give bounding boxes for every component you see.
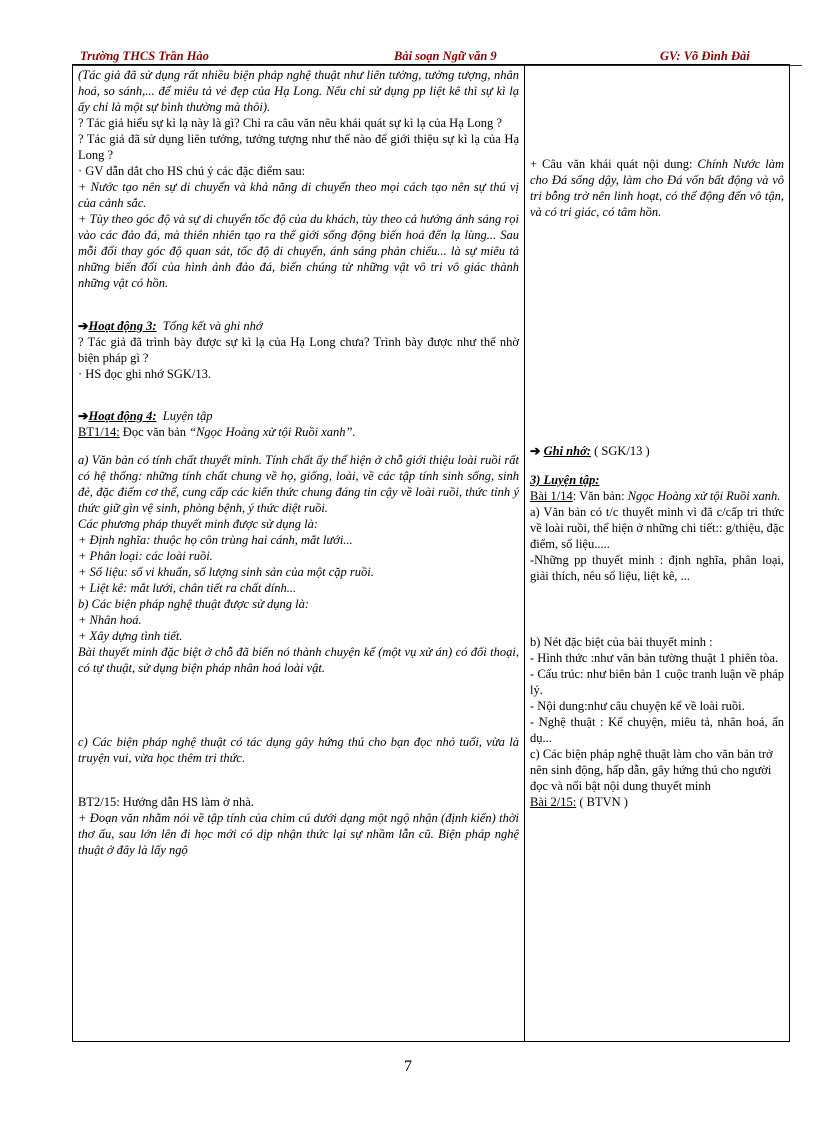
right-b-2: - Cấu trúc: như biên bản 1 cuộc tranh luận về pháp lý. [530,667,784,697]
bai1-label: Bài 1/14 [530,489,573,503]
method-1: + Định nghĩa: thuộc họ côn trùng hai cánh, mắt lưới... [78,533,353,547]
point-2: + Tùy theo góc độ và sự di chuyển tốc độ của du khách, tùy theo cả hướng ánh sáng rọi vào các đảo đá, mà thiên nhiên tạo ra thế giới sống động biến hoá đến lạ lùng... Sau mỗi đổi thay góc độ quan sát, tốc độ di chuyển, ánh sáng phản chiếu... là sự miêu tả những biến đổi của hình ảnh đảo đá, biến chúng từ những vật vô tri vô giác thành những vật có hồn. [78,212,519,290]
lesson-table [72,64,790,1042]
art-1: + Nhân hoá. [78,613,142,627]
summary-prefix: + Câu văn khái quát nội dung: [530,157,698,171]
exercise-1-right [530,488,784,504]
right-b-4: - Nghệ thuật : Kể chuyện, miêu tả, nhân hoá, ẩn dụ... [530,715,784,745]
art-2: + Xây dựng tình tiết. [78,629,183,643]
intro-paragraph: (Tác giả đã sử dụng rất nhiều biện pháp nghệ thuật như liên tưởng, tưởng tượng, nhân hoá, so sánh,... để miêu tả vẻ đẹp của Hạ Long. Nếu chỉ sử dụng pp liệt kê thì sự kì lạ ấy chỉ là một sự bình thường mà thôi). [78,68,519,114]
bai1-text: : Văn bản: [572,489,628,503]
method-2: + Phân loại: các loài ruồi. [78,549,213,563]
bai2-label: Bài 2/15: [530,795,577,809]
answer-c: c) Các biện pháp nghệ thuật có tác dụng gây hứng thú cho bạn đọc nhỏ tuổi, vừa là truyện vui, vừa học thêm tri thức. [78,735,519,765]
exercise-1-line [78,424,519,440]
page-number: 7 [404,1058,412,1075]
art-summary: Bài thuyết minh đặc biệt ở chỗ đã biến nó thành chuyện kể (một vụ xử án) có đối thoại, có tự thuật, sử dụng biện pháp nhân hoá loài vật. [78,645,519,675]
exercise-1-name: “Ngọc Hoàng xử tội Ruồi xanh”. [189,425,356,439]
gv-instruction: · GV dẫn dắt cho HS chú ý các đặc điểm sau: [78,164,306,178]
method-3: + Số liệu: số vi khuẩn, số lượng sinh sản của một cặp ruồi. [78,565,374,579]
answer-b: b) Các biện pháp nghệ thuật được sử dụng là: [78,597,310,611]
bai2-text: ( BTVN ) [576,795,628,809]
exercise-2-text: + Đoạn văn nhằm nói về tập tính của chim cú dưới dạng một ngộ nhận (định kiến) thời thơ ấu, sau lớn lên đi học mới có dịp nhận thức lại sự nhầm lẫn cũ. Biện pháp nghệ thuật ở đây là lấy ngộ [78,811,519,857]
point-1: + Nước tạo nên sự di chuyển và khả năng di chuyển theo mọi cách tạo nên sự thú vị của cảnh sắc. [78,180,519,210]
teacher-activities-column [73,65,525,1042]
activity-4-heading [78,408,519,424]
arrow-icon: ➔ [530,444,541,458]
arrow-icon: ➔ [78,409,89,423]
right-b-1: - Hình thức :như văn bản tường thuật 1 phiên tòa. [530,651,779,665]
right-answer-b: b) Nét đặc biệt của bài thuyết minh : [530,635,713,649]
activity-3-hs: · HS đọc ghi nhớ SGK/13. [78,367,212,381]
summary-quote: Chính Nước làm cho Đá sống dậy, làm cho Đá vốn bất động và vô tri bỗng trở nên linh hoạt, có thể động đến vô tận, và có tri giác, có tâm hồn. [530,157,784,219]
right-answer-c: c) Các biện pháp nghệ thuật làm cho văn bản trở nên sinh động, hấp dẫn, gây hứng thú cho người đọc và nổi bật nội dung thuyết minh [530,747,773,793]
activity-3-question: ? Tác giả đã trình bày được sự kì lạ của Hạ Long chưa? Trình bày được như thế nhờ biện pháp gì ? [78,335,519,365]
bai1-name: Ngọc Hoàng xử tội Ruồi xanh. [627,489,781,503]
answer-a: a) Văn bản có tính chất thuyết minh. Tính chất ấy thể hiện ở chỗ giới thiệu loài ruồi rất có hệ thống: những tính chất chung về họ, giống, loài, về các tập tính sinh sống, sinh đẻ, đặc điểm cơ thể, cung cấp các kiến thức chung đáng tin cậy về loài ruồi, thức tỉnh ý thức giữ gìn vệ sinh, phòng bệnh, ý thức diệt ruồi. [78,453,519,515]
right-methods: -Những pp thuyết minh : định nghĩa, phân loại, giải thích, nêu số liệu, liệt kê, ... [530,553,784,583]
activity-3-title: Hoạt động 3: [88,319,157,333]
summary-sentence [530,156,784,220]
question-1: ? Tác giả hiểu sự kì lạ này là gì? Chỉ ra câu văn nêu khái quát sự kì lạ của Hạ Long ? [78,116,502,130]
school-name: Trường THCS Trần Hào [80,49,209,63]
methods-heading: Các phương pháp thuyết minh được sử dụng là: [78,517,319,531]
method-4: + Liệt kê: mắt lưới, chân tiết ra chất dính... [78,581,297,595]
practice-heading: 3) Luyện tập: [530,473,600,487]
activity-4-title: Hoạt động 4: [88,409,157,423]
activity-4-subtitle: Luyện tập [162,409,213,423]
student-content-column [525,65,790,1042]
right-answer-a: a) Văn bản có t/c thuyết minh vì đã c/cấp tri thức về loài ruồi, thể hiện ở những chi tiết:: g/thiệu, đặc điểm, số liệu..... [530,505,784,551]
exercise-1-label: BT1/14: [78,425,120,439]
memory-label: Ghi nhớ: [543,444,591,458]
activity-3-subtitle: Tổng kết và ghi nhớ [162,319,263,333]
exercise-2-heading: BT2/15: Hướng dẫn HS làm ở nhà. [78,795,254,809]
activity-3-heading [78,318,519,334]
right-b-3: - Nội dung:như câu chuyện kể về loài ruồi. [530,699,745,713]
exercise-1-text: Đọc văn bản [119,425,190,439]
exercise-2-right [530,794,784,810]
arrow-icon: ➔ [78,319,89,333]
subject-title: Bài soạn Ngữ văn 9 [394,49,497,63]
memory-text: ( SGK/13 ) [590,444,650,458]
question-2: ? Tác giả đã sử dụng liên tưởng, tưởng tượng như thế nào để giới thiệu sự kì lạ của Hạ Long ? [78,132,519,162]
memory-note [530,443,784,459]
teacher-name: GV: Võ Đình Đài [660,49,750,63]
